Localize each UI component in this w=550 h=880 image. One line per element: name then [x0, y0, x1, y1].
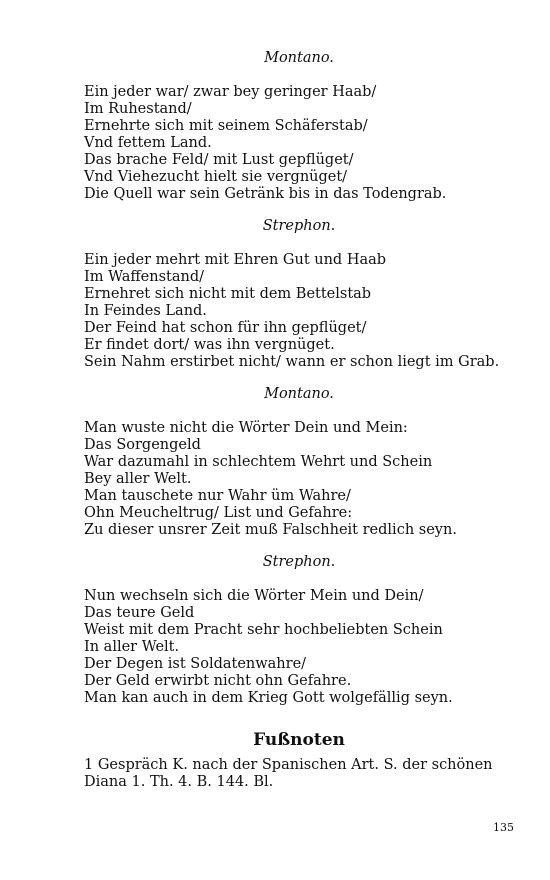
- speaker-label: Strephon.: [262, 554, 336, 570]
- page-number: 135: [493, 821, 514, 834]
- footnotes-heading: Fußnoten: [253, 730, 345, 750]
- verse-line: Ein jeder mehrt mit Ehren Gut und Haab: [84, 252, 387, 268]
- verse-line: Das Sorgengeld: [84, 437, 201, 453]
- speaker-label: Montano.: [264, 50, 334, 66]
- verse-line: Nun wechseln sich die Wörter Mein und Dein/: [84, 588, 424, 604]
- verse-line: Weist mit dem Pracht sehr hochbeliebten Schein: [84, 622, 443, 638]
- speaker-label: Montano.: [264, 386, 334, 402]
- stanza: [84, 588, 514, 707]
- speaker-label: Strephon.: [262, 218, 336, 234]
- verse-line: Zu dieser unsrer Zeit muß Falschheit redlich seyn.: [84, 522, 457, 538]
- verse-line: Der Geld erwirbt nicht ohn Gefahre.: [84, 673, 352, 689]
- verse-line: Im Waffenstand/: [84, 269, 205, 285]
- verse-line: In Feindes Land.: [84, 303, 207, 319]
- verse-line: Ernehrte sich mit seinem Schäferstab/: [84, 118, 368, 134]
- verse-line: Das brache Feld/ mit Lust gepflüget/: [84, 152, 354, 168]
- verse-line: Vnd Viehezucht hielt sie vergnüget/: [84, 169, 348, 185]
- verse-line: Der Feind hat schon für ihn gepflüget/: [84, 320, 367, 336]
- verse-line: Vnd fettem Land.: [84, 135, 212, 151]
- verse-line: Ernehret sich nicht mit dem Bettelstab: [84, 286, 372, 302]
- verse-line: Ohn Meucheltrug/ List und Gefahre:: [84, 505, 353, 521]
- verse-line: Sein Nahm erstirbet nicht/ wann er schon liegt im Grab.: [84, 354, 500, 370]
- verse-line: Man wuste nicht die Wörter Dein und Mein:: [84, 420, 408, 436]
- verse-line: Die Quell war sein Getränk bis in das Todengrab.: [84, 186, 447, 202]
- verse-line: Das teure Geld: [84, 605, 195, 621]
- verse-line: Man kan auch in dem Krieg Gott wolgefällig seyn.: [84, 690, 453, 706]
- verse-line: Bey aller Welt.: [84, 471, 192, 487]
- book-page: [84, 0, 514, 880]
- verse-line: Ein jeder war/ zwar bey geringer Haab/: [84, 84, 377, 100]
- footnote-text: 1 Gespräch K. nach der Spanischen Art. S. der schönen Diana 1. Th. 4. B. 144. Bl.: [84, 757, 493, 790]
- verse-line: In aller Welt.: [84, 639, 180, 655]
- verse-line: War dazumahl in schlechtem Wehrt und Schein: [84, 454, 433, 470]
- verse-line: Der Degen ist Soldatenwahre/: [84, 656, 307, 672]
- stanza: [84, 420, 514, 539]
- stanza: [84, 252, 514, 371]
- stanza: [84, 84, 514, 203]
- verse-line: Man tauschete nur Wahr üm Wahre/: [84, 488, 351, 504]
- verse-line: Er findet dort/ was ihn vergnüget.: [84, 337, 335, 353]
- verse-line: Im Ruhestand/: [84, 101, 192, 117]
